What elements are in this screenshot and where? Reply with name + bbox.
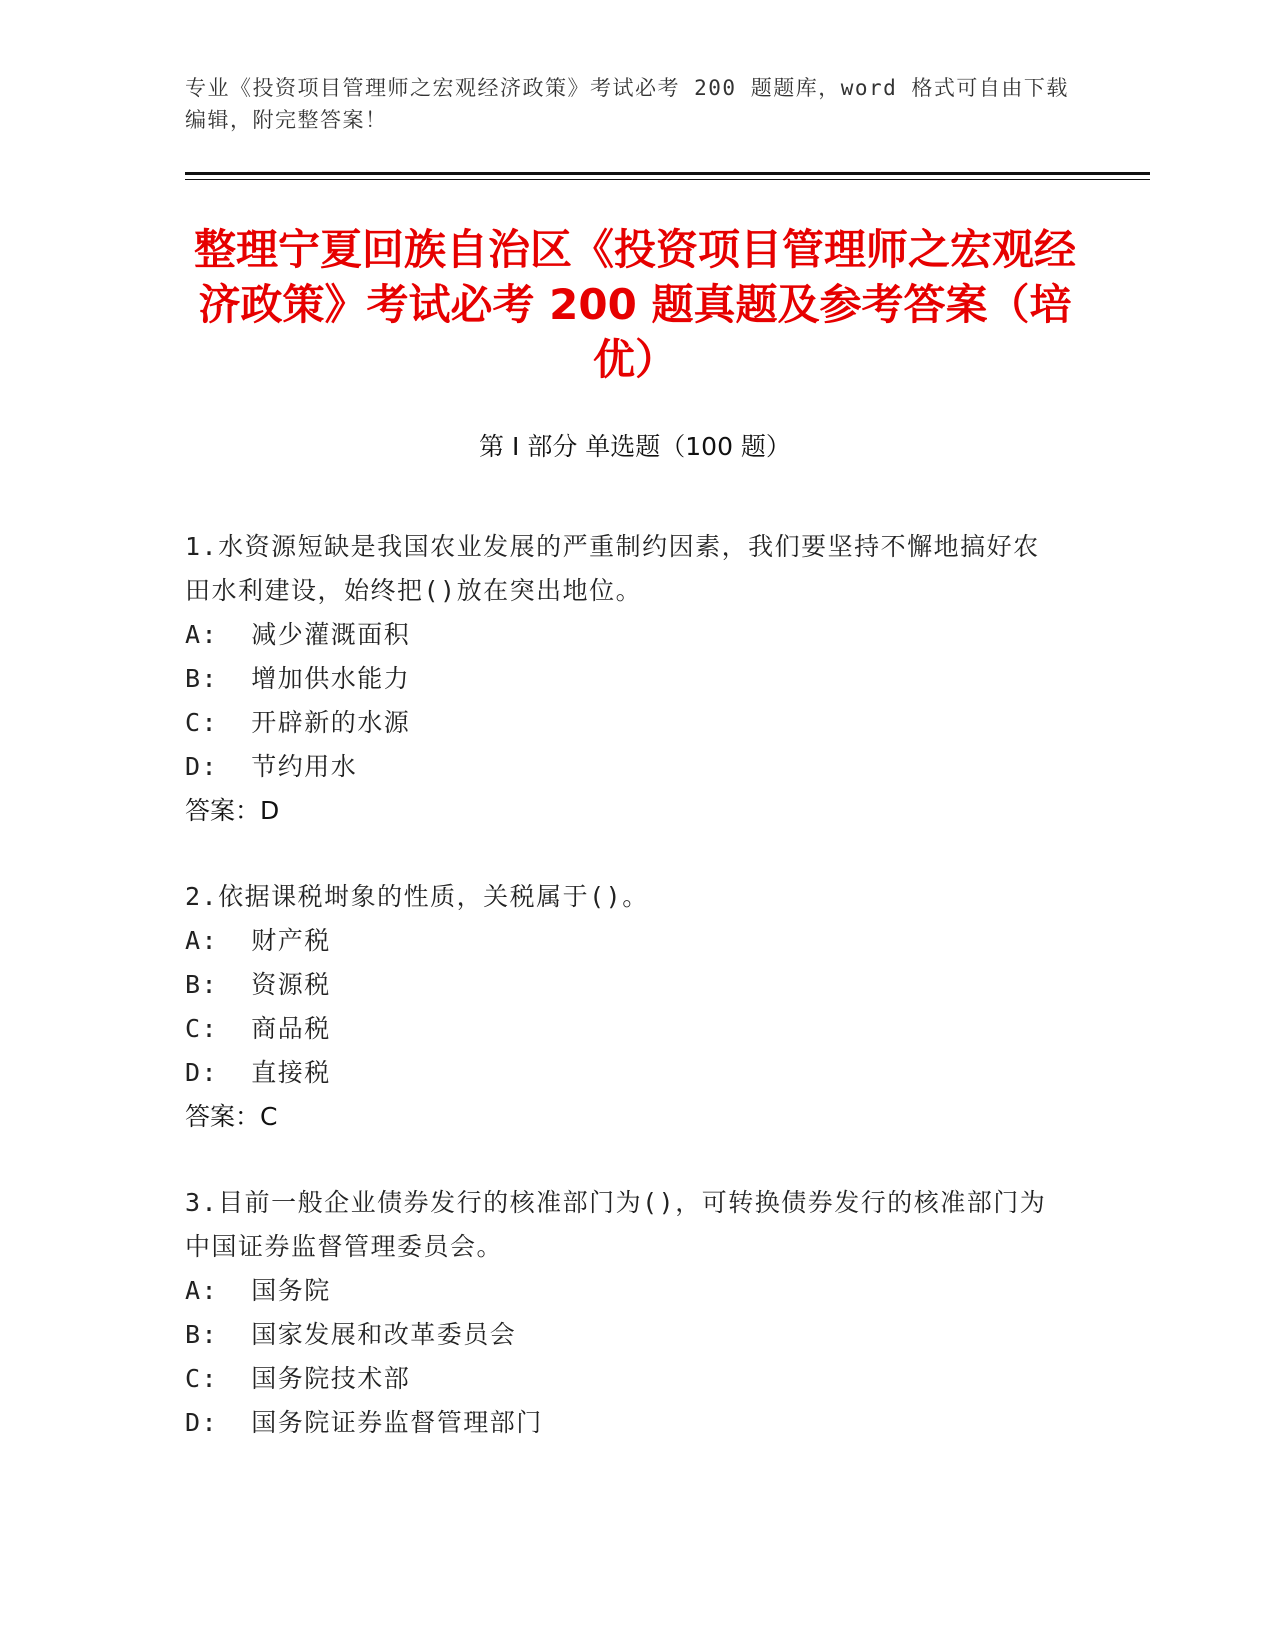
question-3 — [185, 1181, 1055, 1445]
question-stem: 3.目前一般企业债券发行的核准部门为()，可转换债券发行的核准部门为中国证券监督管理委员会。 — [185, 1188, 1047, 1261]
option-c: C: 国务院技术部 — [185, 1364, 411, 1393]
question-stem: 1.水资源短缺是我国农业发展的严重制约因素，我们要坚持不懈地搞好农田水利建设，始终把()放在突出地位。 — [185, 532, 1040, 605]
question-2 — [185, 875, 1055, 1139]
option-b: B: 增加供水能力 — [185, 664, 411, 693]
question-stem: 2.依据课税埘象的性质，关税属于()。 — [185, 882, 649, 911]
option-d: D: 直接税 — [185, 1058, 331, 1087]
option-d: D: 国务院证券监督管理部门 — [185, 1408, 543, 1437]
header-rule-thin — [185, 179, 1150, 180]
question-1 — [185, 525, 1055, 833]
section-title: 第 I 部分 单选题（100 题） — [479, 432, 791, 461]
option-c: C: 商品税 — [185, 1014, 331, 1043]
header-rule-thick — [185, 172, 1150, 175]
option-a: A: 财产税 — [185, 926, 331, 955]
answer: 答案：C — [185, 1102, 278, 1131]
header-note: 专业《投资项目管理师之宏观经济政策》考试必考 200 题题库，word 格式可自由下载编辑，附完整答案！ — [185, 76, 1069, 132]
option-d: D: 节约用水 — [185, 752, 358, 781]
option-b: B: 国家发展和改革委员会 — [185, 1320, 517, 1349]
answer: 答案：D — [185, 796, 280, 825]
question-list — [185, 525, 1055, 1487]
option-b: B: 资源税 — [185, 970, 331, 999]
option-a: A: 国务院 — [185, 1276, 331, 1305]
option-a: A: 减少灌溉面积 — [185, 620, 411, 649]
option-c: C: 开辟新的水源 — [185, 708, 411, 737]
document-title: 整理宁夏回族自治区《投资项目管理师之宏观经济政策》考试必考 200 题真题及参考答案（培优） — [193, 225, 1076, 384]
